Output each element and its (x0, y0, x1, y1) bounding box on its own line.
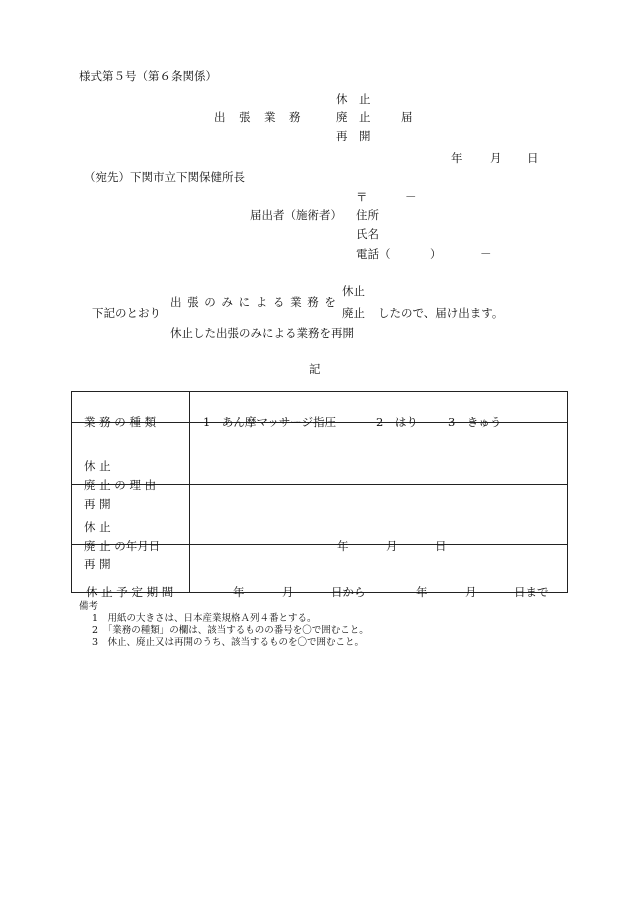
title-option-resume: 再 開 (336, 129, 371, 143)
addressee: （宛先）下関市立下関保健所長 (84, 170, 245, 184)
note-item-3: 3 休止、廃止又は再開のうち、該当するものを〇で囲むこと。 (92, 637, 365, 648)
body-option-suspend: 休止 (342, 284, 365, 298)
title-prefix: 出 張 業 務 (214, 110, 302, 124)
title-option-suspend: 休 止 (336, 92, 371, 106)
date-month: 月 (490, 151, 502, 165)
business-choice-3[interactable]: 3 きゅう (448, 415, 502, 429)
title-suffix: 届 (401, 110, 413, 124)
phone-close: ） (430, 247, 442, 261)
date-field-year: 年 (337, 538, 349, 553)
address-label: 住所 (356, 208, 379, 222)
period-to-day: 日まで (514, 584, 549, 599)
period-label: 休 止 予 定 期 間 (86, 584, 174, 599)
reason-field[interactable] (190, 423, 568, 485)
date-field[interactable] (190, 485, 568, 553)
date-field-day: 日 (435, 538, 447, 553)
body-option-abolish: 廃止 (342, 306, 365, 320)
body-line1: 出 張 の み に よ る 業 務 を (170, 295, 337, 309)
name-label: 氏名 (356, 227, 379, 241)
date-day: 日 (527, 151, 539, 165)
reason-label-top: 休 止 (84, 458, 111, 473)
reason-label-bot: 再 開 (84, 496, 111, 511)
business-choice-1[interactable]: 1 あん摩マッサージ指圧 (203, 415, 337, 429)
date-label-top: 休 止 (84, 519, 111, 534)
ki-mark: 記 (309, 362, 321, 376)
phone-label: 電話（ (356, 247, 391, 261)
notes (79, 601, 369, 649)
title-option-abolish: 廃 止 (336, 110, 371, 124)
postal-dash: － (405, 190, 417, 204)
table-row (72, 423, 568, 485)
date-label-bot: 再 開 (84, 556, 111, 571)
period-from-month: 月 (282, 584, 294, 599)
business-type-label: 業 務 の 種 類 (84, 415, 157, 429)
period-field[interactable] (190, 545, 568, 599)
body-line3: 休止した出張のみによる業務を再開 (170, 326, 354, 340)
form-number: 様式第５号（第６条関係） (79, 69, 217, 83)
table-row (72, 485, 568, 545)
details-table (71, 391, 568, 599)
date-label-mid: 廃 止 の年月日 (84, 538, 161, 553)
notes-heading: 備考 (79, 601, 99, 612)
date-field-month: 月 (386, 538, 398, 553)
phone-dash: － (480, 247, 492, 261)
business-choice-2[interactable]: 2 はり (376, 415, 418, 429)
table-row (72, 392, 568, 423)
period-from-day: 日から (331, 584, 366, 599)
body-tail: したので、届け出ます。 (378, 306, 504, 320)
body-lead: 下記のとおり (92, 306, 161, 320)
period-to-year: 年 (416, 584, 428, 599)
note-item-1: 1 用紙の大きさは、日本産業規格Ａ列４番とする。 (92, 613, 317, 624)
period-to-month: 月 (465, 584, 477, 599)
note-item-2: 2 「業務の種類」の欄は、該当するものの番号を〇で囲むこと。 (92, 625, 369, 636)
reason-label-mid: 廃 止 の 理 由 (84, 477, 157, 492)
postal-mark: 〒 (356, 190, 368, 204)
applicant-label: 届出者（施術者） (250, 208, 342, 222)
date-year: 年 (451, 151, 463, 165)
period-from-year: 年 (233, 584, 245, 599)
